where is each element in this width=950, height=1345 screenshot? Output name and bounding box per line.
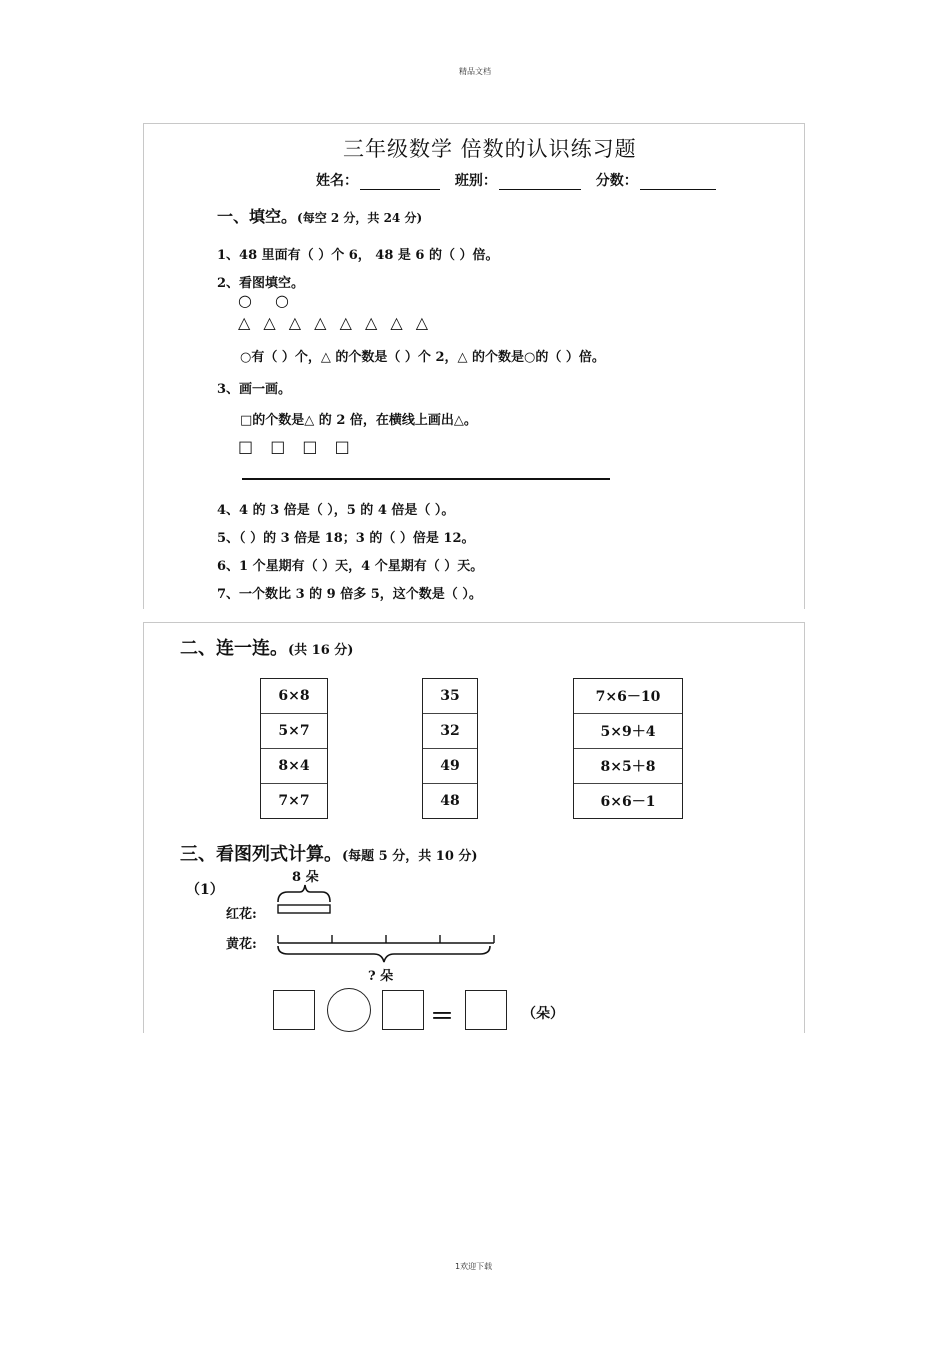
- section2-title: 二、连一连。: [180, 638, 288, 659]
- triangles-row: △ △ △ △ △ △ △ △: [238, 313, 433, 332]
- match-item[interactable]: 7×7: [278, 793, 310, 809]
- section3-heading: [180, 840, 478, 866]
- name-field[interactable]: [360, 175, 440, 190]
- question-3: 3、画一画。: [217, 382, 292, 397]
- operator-circle[interactable]: [327, 988, 371, 1032]
- class-field[interactable]: [499, 175, 581, 190]
- drawing-line[interactable]: [242, 478, 610, 480]
- bottom-brace: [278, 946, 490, 962]
- question-2: 2、看图填空。: [217, 276, 305, 291]
- section1-heading: [217, 204, 422, 227]
- class-label: 班别：: [454, 173, 497, 189]
- bottom-brace-label: ? 朵: [368, 969, 394, 984]
- match-item[interactable]: 32: [423, 714, 477, 749]
- question-7: 7、一个数比 3 的 9 倍多 5，这个数是（ ）。: [217, 587, 482, 602]
- yellow-flower-label: 黄花:: [226, 937, 257, 952]
- question-1: 1、48 里面有（ ）个 6， 48 是 6 的（ ）倍。: [217, 248, 499, 263]
- section1-note: (每空 2 分，共 24 分): [297, 211, 423, 225]
- question-6: 6、1 个星期有（ ）天，4 个星期有（ ）天。: [217, 559, 484, 574]
- header-note: 精品文档: [459, 67, 491, 76]
- top-brace-label: 8 朵: [292, 870, 319, 885]
- answer-box-1[interactable]: [273, 990, 315, 1030]
- name-label: 姓名：: [316, 173, 358, 189]
- answer-box-result[interactable]: [465, 990, 507, 1030]
- match-item[interactable]: 49: [423, 749, 477, 784]
- match-item[interactable]: 8×5＋8: [574, 749, 682, 784]
- section2-note: (共 16 分): [288, 643, 354, 658]
- unit-label: （朵）: [522, 1006, 564, 1022]
- match-column-right: [573, 678, 683, 819]
- top-brace: [278, 885, 330, 902]
- answer-box-2[interactable]: [382, 990, 424, 1030]
- item-number: （1）: [186, 882, 224, 898]
- red-flower-bar: [278, 905, 330, 913]
- match-item[interactable]: 5×9＋4: [574, 714, 682, 749]
- match-item[interactable]: 8×4: [261, 749, 327, 784]
- page-title: 三年级数学 倍数的认识练习题: [343, 137, 637, 161]
- question-5: 5、（ ）的 3 倍是 18；3 的（ ）倍是 12。: [217, 531, 475, 546]
- circles-row: ○ ○: [238, 291, 299, 310]
- match-column-middle: [422, 678, 478, 819]
- section2-heading: [180, 634, 353, 660]
- squares-row: □ □ □ □: [238, 437, 356, 456]
- equals-sign: ＝: [430, 1001, 454, 1030]
- flower-diagram: [270, 880, 510, 970]
- student-info-row: [316, 170, 722, 190]
- score-field[interactable]: [640, 175, 716, 190]
- match-item[interactable]: 7×6－10: [574, 679, 682, 714]
- match-item[interactable]: 6×6－1: [600, 794, 656, 810]
- red-flower-label: 红花:: [226, 907, 257, 922]
- footer-note: 1欢迎下载: [455, 1262, 493, 1271]
- match-item[interactable]: 5×7: [261, 714, 327, 749]
- question-4: 4、4 的 3 倍是（ ），5 的 4 倍是（ ）。: [217, 503, 455, 518]
- match-item[interactable]: 35: [423, 679, 477, 714]
- match-column-left: [260, 678, 328, 819]
- match-item[interactable]: 48: [440, 793, 460, 809]
- score-label: 分数：: [595, 173, 638, 189]
- section1-title: 一、填空。: [217, 207, 298, 226]
- section3-title: 三、看图列式计算。: [180, 844, 342, 865]
- match-item[interactable]: 6×8: [261, 679, 327, 714]
- question-3-text: □的个数是△ 的 2 倍，在横线上画出△。: [240, 413, 477, 428]
- section3-note: (每题 5 分，共 10 分): [342, 849, 478, 864]
- question-2-text: ○有（ ）个，△ 的个数是（ ）个 2，△ 的个数是○的（ ）倍。: [240, 350, 605, 365]
